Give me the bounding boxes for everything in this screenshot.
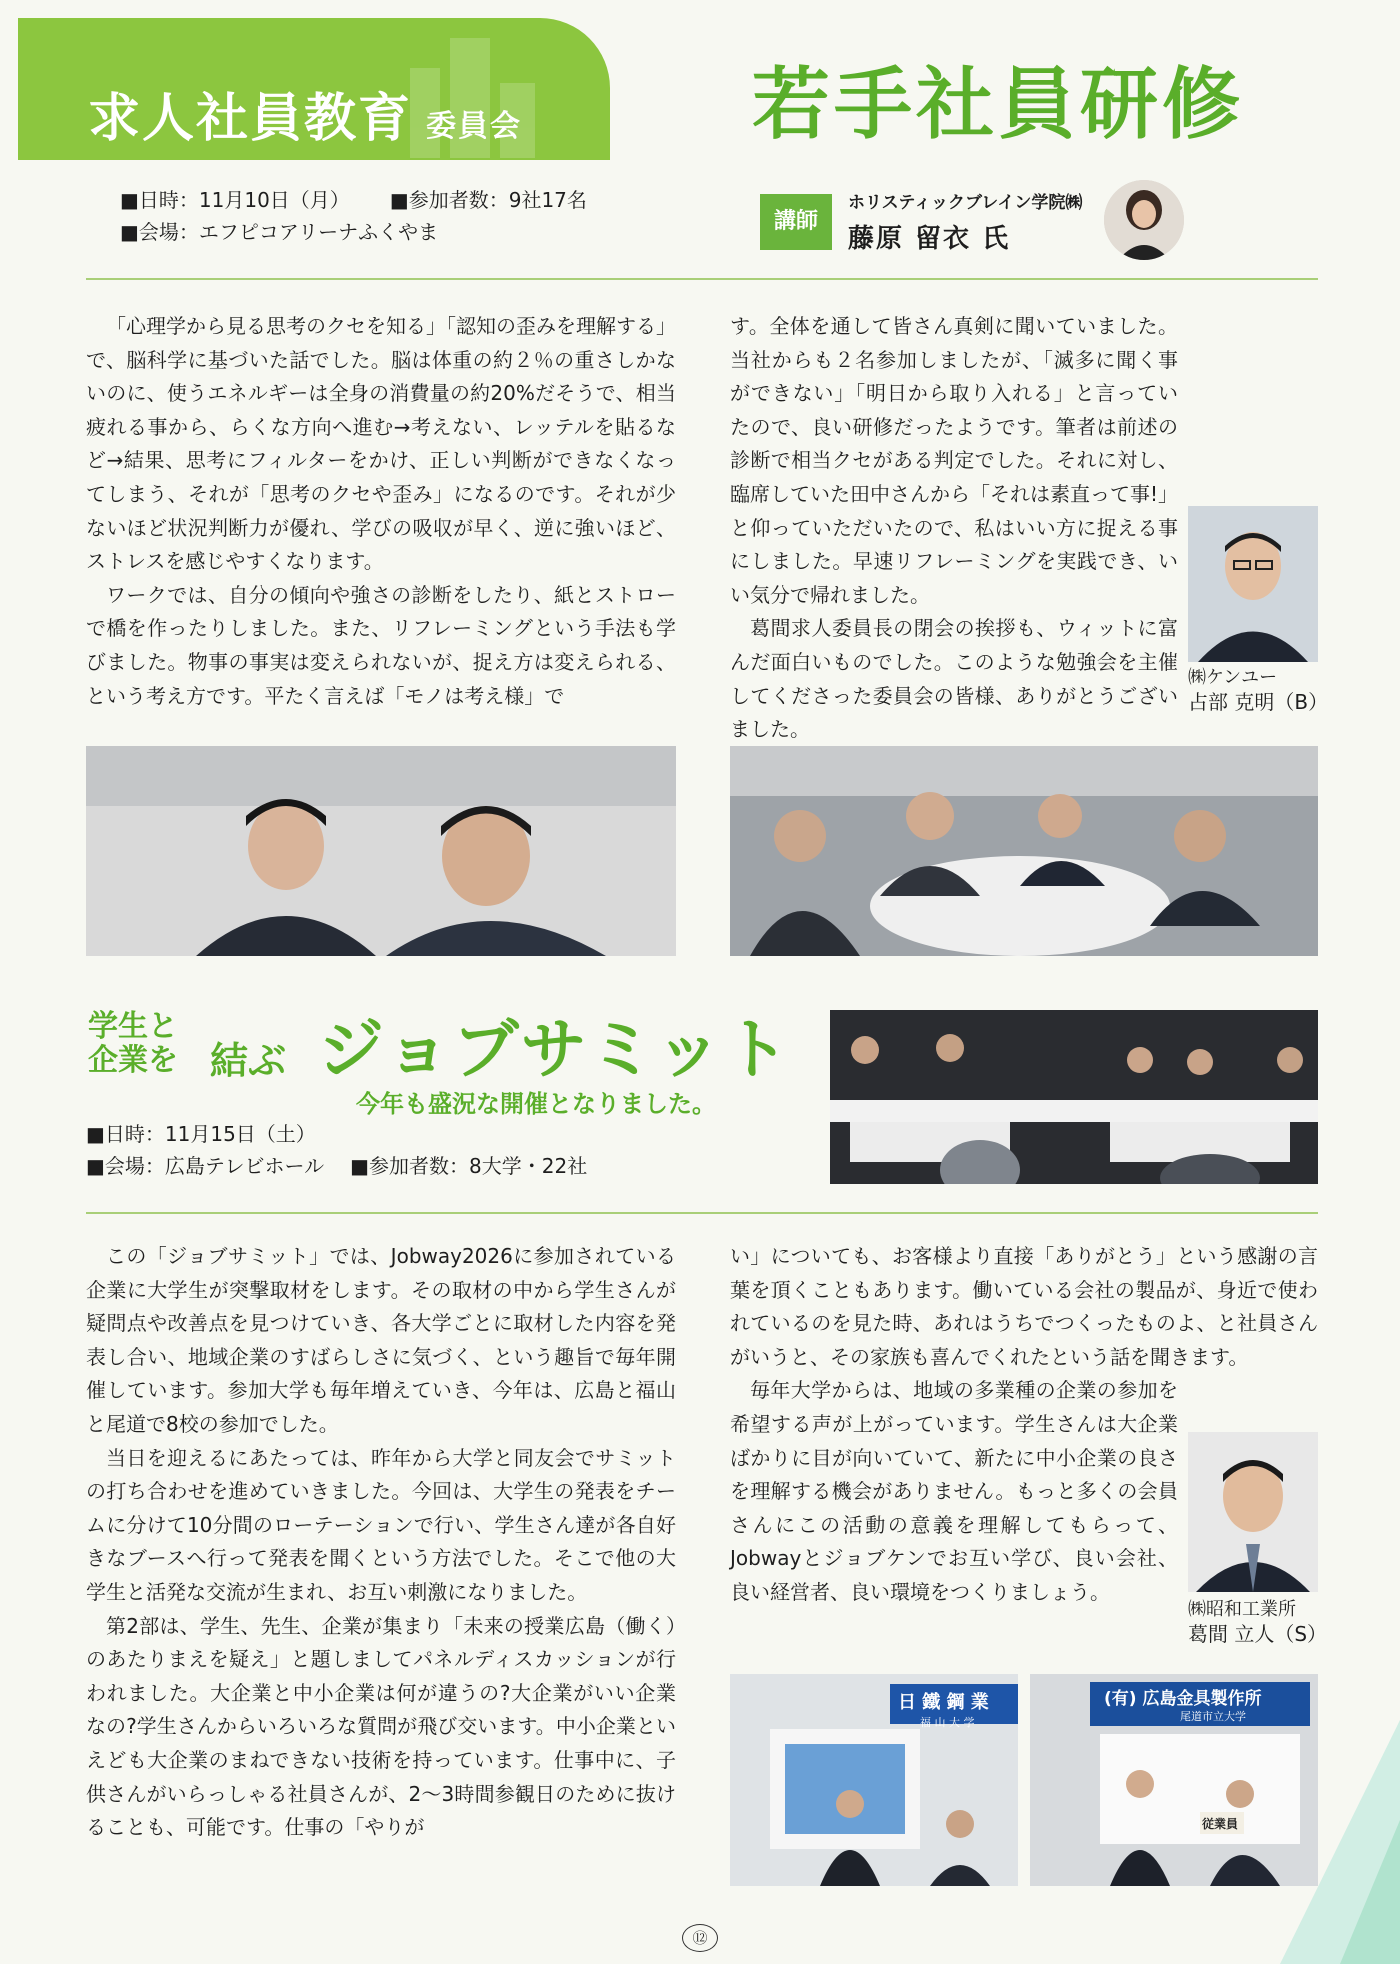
writer2-company: ㈱昭和工業所 (1188, 1599, 1296, 1620)
writer1-credit (1188, 666, 1328, 714)
training-photo-right (730, 746, 1318, 956)
paragraph: 葛間求人委員長の閉会の挨拶も、ウィットに富んだ面白いものでした。このような勉強会を主催してくださった委員会の皆様、ありがとうございました。 (730, 616, 1178, 742)
summit-venue: ■ 会場：広島テレビホール (86, 1154, 324, 1178)
training-date: ■ 日時：11月10日（月） (120, 188, 350, 212)
writer2-name: 葛間 立人（S） (1188, 1622, 1328, 1646)
summit-title: ジョブサミット (318, 1011, 792, 1088)
lecturer-name: 藤原 留衣 氏 (848, 224, 1011, 254)
booth-sign-left-sub: 福 山 大 学 (920, 1716, 975, 1729)
writer1-company: ㈱ケンユー (1188, 667, 1278, 688)
summit-info (86, 1118, 587, 1182)
booth-sign-right-sub: 尾道市立大学 (1180, 1710, 1246, 1723)
training-article-left (86, 310, 676, 713)
training-info (120, 184, 587, 248)
corner-decoration (1240, 1660, 1400, 1964)
paragraph: す。全体を通して皆さん真剣に聞いていました。当社からも２名参加しましたが、「滅多に聞く事ができない」「明日から取り入れる」と言っていたので、良い研修だったようです。筆者は前述の診断で相当クセがある判定でした。それに対し、臨席していた田中さんから「それは素直って事!」と仰っていただいたので、私はいい方に捉える事にしました。早速リフレーミングを実践でき、いい気分で帰れました。 (730, 314, 1179, 607)
section-divider-2 (86, 1212, 1318, 1214)
writer2-photo (1188, 1432, 1318, 1592)
summit-article-left (86, 1240, 676, 1845)
paragraph: 当日を迎えるにあたっては、昨年から大学と同友会でサミットの打ち合わせを進めていきました。今回は、大学生の発表をチームに分けて10分間のローテーションで行い、学生さん達が各自好きなブースへ行って発表を聞くという方法でした。そこで他の大学生と活発な交流が生まれ、お互い刺激になりました。 (86, 1445, 676, 1604)
page-headline: 若手社員研修 (752, 60, 1245, 150)
lecturer-badge: 講師 (760, 194, 832, 250)
summit-participants: ■ 参加者数：8大学・22社 (350, 1154, 587, 1178)
lecturer-portrait (1104, 180, 1184, 260)
committee-title: 求人社員教育 委員会 (88, 89, 523, 149)
summit-panel-photo (830, 1010, 1318, 1184)
summit-tagline: 今年も盛況な開催となりました。 (356, 1090, 716, 1118)
paragraph: 第2部は、学生、先生、企業が集まり「未来の授業広島（働く）のあたりまえを疑え」と題しましてパネルディスカッションが行われました。大企業と中小企業は何が違うの?大企業がいい企業なの?学生さんからいろいろな質問が飛び交います。中小企業といえども大企業のまねできない技術を持っています。仕事中に、子供さんがいらっしゃる社員さんが、2〜3時間参観日のために抜けることも、可能です。仕事の「やりが (86, 1613, 676, 1840)
committee-suffix: 委員会 (426, 109, 523, 144)
summit-date: ■ 日時：11月15日（土） (86, 1122, 316, 1146)
writer2-credit (1188, 1598, 1327, 1646)
paragraph: この「ジョブサミット」では、Jobway2026に参加されている企業に大学生が突撃取材をします。その取材の中から学生さんが疑問点や改善点を見つけていき、各大学ごとに取材した内容を発表し合い、地域企業のすばらしさに気づく、という趣旨で毎年開催しています。参加大学も毎年増えていき、今年は、広島と福山と尾道で8校の参加でした。 (86, 1244, 676, 1436)
summit-subtitle-1: 学生と 企業を (88, 1009, 178, 1078)
section-divider-1 (86, 278, 1318, 280)
paragraph: 毎年大学からは、地域の多業種の企業の参加を希望する声が上がっています。学生さんは大企業ばかりに目が向いていて、新たに中小企業の良さを理解する機会がありません。もっと多くの会員さんにこの活動の意義を理解してもらって、Jobwayとジョブケンでお互い学び、良い会社、良い経営者、良い環境をつくりましょう。 (730, 1378, 1178, 1604)
writer1-name: 占部 克明（B） (1188, 690, 1329, 714)
paragraph: ワークでは、自分の傾向や強さの診断をしたり、紙とストローで橋を作ったりしました。また、リフレーミングという手法も学びました。物事の事実は変えられないが、捉え方は変えられる、という考え方です。平たく言えば「モノは考え様」で (86, 582, 676, 708)
summit-subtitle-2: 結ぶ (210, 1039, 287, 1083)
paragraph: い」についても、お客様より直接「ありがとう」という感謝の言葉を頂くこともあります。働いている会社の製品が、身近で使われているのを見た時、あれはうちでつくったものよ、と社員さんがいうと、その家族も喜んでくれたという話を聞きます。 (730, 1244, 1318, 1369)
writer1-photo (1188, 506, 1318, 662)
staff-badge: 従業員 (1202, 1817, 1239, 1831)
booth-photo-left (730, 1674, 1018, 1886)
booth-sign-left: 日 鐵 鋼 業 (898, 1692, 989, 1713)
training-photo-left (86, 746, 676, 956)
training-venue: ■ 会場：エフピコアリーナふくやま (120, 220, 438, 244)
booth-sign-right: (有) 広島金具製作所 (1104, 1689, 1262, 1709)
training-participants: ■ 参加者数：9社17名 (390, 188, 587, 212)
paragraph: 「心理学から見る思考のクセを知る」「認知の歪みを理解する」で、脳科学に基づいた話でした。脳は体重の約２％の重さしかないのに、使うエネルギーは全身の消費量の約20%だそうで、相当疲れる事から、らくな方向へ進む→考えない、レッテルを貼るなど→結果、思考にフィルターをかけ、正しい判断ができなくなってしまう、それが「思考のクセや歪み」になるのです。それが少ないほど状況判断力が優れ、学びの吸収が早く、逆に強いほど、ストレスを感じやすくなります。 (86, 314, 676, 574)
page-number: ⑫ (682, 1924, 718, 1952)
lecturer-org: ホリスティックブレイン学院㈱ (848, 193, 1083, 213)
committee-header-band (18, 18, 610, 160)
